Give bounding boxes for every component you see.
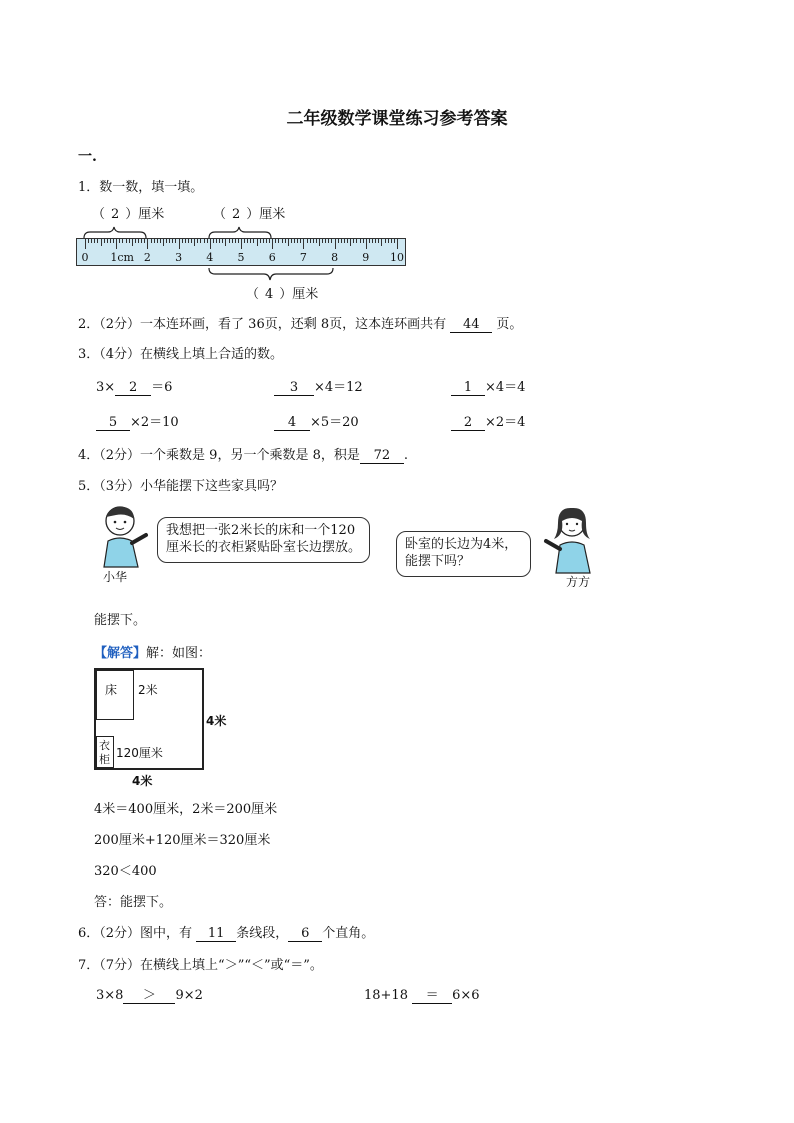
q6-answer-2: 6 — [288, 927, 322, 942]
ruler-tick — [88, 239, 89, 243]
ruler-tick — [191, 239, 192, 243]
q5-solution — [94, 642, 211, 661]
ruler-tick — [175, 239, 176, 243]
ruler-tick — [350, 239, 351, 246]
ruler-tick — [144, 239, 145, 243]
ruler-tick — [253, 239, 254, 243]
q5-text: 5．（3分）小华能摆下这些家具吗？ — [78, 479, 284, 494]
closet-label-1: 衣 — [99, 739, 110, 752]
ruler-tick — [163, 239, 164, 246]
ruler-tick — [225, 239, 226, 246]
q4 — [78, 444, 408, 464]
q1-label-mid — [213, 203, 285, 222]
ruler-tick — [288, 239, 289, 246]
q1-label-mid-open: （ — [213, 207, 227, 222]
ruler-tick — [185, 239, 186, 243]
ruler-tick — [363, 239, 364, 243]
ruler-tick — [219, 239, 220, 243]
q2-answer: 44 — [450, 318, 492, 333]
ruler-tick — [316, 239, 317, 243]
ruler-tick — [385, 239, 386, 243]
ruler-tick — [331, 239, 332, 243]
ruler-tick — [107, 239, 108, 243]
q6 — [78, 922, 374, 942]
q1-label-bottom-answer: 4 — [265, 287, 274, 302]
q5-answer: 能摆下。 — [94, 613, 147, 628]
ruler-tick — [200, 239, 201, 243]
ruler-tick — [247, 239, 248, 243]
ruler-tick — [179, 239, 180, 249]
ruler-tick — [291, 239, 292, 243]
ruler-number: 7 — [299, 251, 307, 264]
ruler-tick — [366, 239, 367, 249]
closet-label-2: 柜 — [99, 753, 110, 766]
ruler-tick — [266, 239, 267, 243]
ruler-number: 5 — [237, 251, 245, 264]
ruler-tick — [135, 239, 136, 243]
ruler-tick — [238, 239, 239, 243]
q2-text: 2．（2分）一本连环画，看了 36页，还剩 8页，这本连环画共有 — [78, 317, 447, 332]
ruler-tick — [269, 239, 270, 243]
q1-label-left-open: （ — [92, 207, 106, 222]
name-right: 方方 — [566, 575, 591, 589]
q2 — [78, 313, 522, 333]
ruler-tick — [344, 239, 345, 243]
ruler-tick — [338, 239, 339, 243]
ruler-tick — [241, 239, 242, 249]
q3-item-answer: 3 — [274, 381, 314, 396]
q3-item-answer: 1 — [451, 381, 485, 396]
bed-length: 2米 — [138, 683, 158, 697]
ruler-tick — [397, 239, 398, 249]
solution-step: 320＜400 — [94, 864, 157, 879]
ruler-tick — [110, 239, 111, 243]
q7-item — [364, 988, 480, 1004]
ruler-tick — [297, 239, 298, 243]
q7-item-answer: ＞ — [123, 989, 175, 1004]
q3-item-answer: 5 — [96, 416, 130, 431]
section-heading: 一. — [78, 149, 97, 165]
ruler-tick — [319, 239, 320, 246]
ruler-tick — [85, 239, 86, 249]
q1-text: 1．数一数，填一填。 — [78, 180, 204, 195]
q1-label-bottom — [246, 283, 318, 302]
ruler-tick — [210, 239, 211, 249]
q1-label-left-close: ）厘米 — [125, 207, 165, 222]
q3-item — [274, 376, 363, 396]
q3-item-post: ＝6 — [151, 380, 173, 395]
ruler-tick — [335, 239, 336, 249]
ruler-tick — [282, 239, 283, 243]
q7-item-answer: ＝ — [412, 989, 452, 1004]
solution-step: 200厘米+120厘米＝320厘米 — [94, 833, 271, 848]
ruler-tick — [313, 239, 314, 243]
ruler-tick — [325, 239, 326, 243]
q3-item-answer: 2 — [115, 381, 151, 396]
q7-text: 7．（7分）在横线上填上“＞”“＜”或“＝”。 — [78, 958, 323, 973]
solution-tag: 【解答】 — [94, 646, 147, 661]
ruler-tick — [341, 239, 342, 243]
ruler-tick — [141, 239, 142, 243]
boy-illustration-icon — [92, 503, 152, 575]
ruler-tick — [250, 239, 251, 243]
ruler-tick — [369, 239, 370, 243]
q6-mid: 条线段， — [236, 926, 289, 941]
ruler-number: 4 — [206, 251, 214, 264]
ruler-tick — [119, 239, 120, 243]
ruler-tick — [375, 239, 376, 243]
speech-bubble-left: 我想把一张2米长的床和一个120厘米长的衣柜紧贴卧室长边摆放。 — [157, 517, 370, 563]
ruler-tick — [347, 239, 348, 243]
q3-item-post: ×2＝10 — [130, 415, 179, 430]
ruler-tick — [294, 239, 295, 243]
ruler-tick — [303, 239, 304, 249]
q3-item-answer: 4 — [274, 416, 310, 431]
ruler-tick — [94, 239, 95, 243]
ruler-tick — [188, 239, 189, 243]
ruler-tick — [194, 239, 195, 246]
ruler-tick — [204, 239, 205, 243]
ruler-tick — [310, 239, 311, 243]
ruler-tick — [132, 239, 133, 246]
ruler-tick — [151, 239, 152, 243]
q1-label-mid-answer: 2 — [232, 207, 241, 222]
ruler-tick — [129, 239, 130, 243]
girl-illustration-icon — [540, 505, 606, 581]
ruler — [76, 238, 406, 266]
ruler-tick — [169, 239, 170, 243]
ruler-tick — [260, 239, 261, 243]
ruler-tick — [122, 239, 123, 243]
ruler-number: 6 — [268, 251, 276, 264]
ruler-tick — [166, 239, 167, 243]
ruler-tick — [126, 239, 127, 243]
ruler-tick — [197, 239, 198, 243]
q4-post: . — [403, 448, 408, 463]
ruler-tick — [138, 239, 139, 243]
ruler-tick — [360, 239, 361, 243]
solution-step: 答：能摆下。 — [94, 895, 173, 910]
q3-item-pre: 3× — [96, 380, 116, 395]
ruler-number: 10 — [390, 251, 404, 264]
room-side-bottom: 4米 — [132, 774, 153, 788]
q1-label-mid-close: ）厘米 — [246, 207, 286, 222]
q3-item-post: ×4＝12 — [314, 380, 363, 395]
closet-box — [96, 736, 114, 768]
q3-item — [274, 411, 359, 431]
ruler-tick — [222, 239, 223, 243]
q6-answer-1: 11 — [196, 927, 236, 942]
ruler-tick — [154, 239, 155, 243]
q3-item — [96, 376, 172, 396]
q4-text: 4．（2分）一个乘数是 9，另一个乘数是 8，积是 — [78, 448, 360, 463]
ruler-number: 8 — [331, 251, 339, 264]
q3-item — [96, 411, 179, 431]
ruler-tick — [147, 239, 148, 249]
q3-item-post: ×2＝4 — [485, 415, 526, 430]
ruler-tick — [113, 239, 114, 243]
q4-answer: 72 — [360, 449, 404, 464]
room-side-right: 4米 — [206, 714, 227, 728]
q3-item — [451, 376, 525, 396]
ruler-tick — [216, 239, 217, 243]
ruler-tick — [275, 239, 276, 243]
ruler-number: 0 — [81, 251, 89, 264]
ruler-tick — [353, 239, 354, 243]
ruler-tick — [104, 239, 105, 243]
ruler-tick — [372, 239, 373, 243]
ruler-tick — [97, 239, 98, 243]
ruler-tick — [116, 239, 117, 249]
ruler-number: 3 — [175, 251, 183, 264]
ruler-number: 2 — [143, 251, 151, 264]
ruler-tick — [157, 239, 158, 243]
ruler-tick — [285, 239, 286, 243]
page-title: 二年级数学课堂练习参考答案 — [286, 109, 508, 129]
ruler-tick — [307, 239, 308, 243]
q7-item — [96, 988, 203, 1004]
ruler-tick — [356, 239, 357, 243]
ruler-tick — [378, 239, 379, 243]
q3-item-post: ×5＝20 — [310, 415, 359, 430]
ruler-tick — [91, 239, 92, 243]
ruler-tick — [257, 239, 258, 246]
ruler-tick — [172, 239, 173, 243]
q6-post: 个直角。 — [322, 926, 375, 941]
ruler-tick — [229, 239, 230, 243]
ruler-tick — [381, 239, 382, 246]
ruler-tick — [278, 239, 279, 243]
q3-item-post: ×4＝4 — [485, 380, 526, 395]
q6-text: 6．（2分）图中，有 — [78, 926, 193, 941]
q3-item — [451, 411, 525, 431]
q2-post: 页。 — [496, 317, 523, 332]
ruler-tick — [391, 239, 392, 243]
ruler-tick — [388, 239, 389, 243]
q7-item-post: 6×6 — [452, 988, 480, 1003]
q1-label-left — [92, 203, 164, 222]
q3-item-answer: 2 — [451, 416, 485, 431]
ruler-number: 9 — [362, 251, 370, 264]
ruler-tick — [272, 239, 273, 249]
solution-text: 解：如图： — [146, 646, 212, 661]
name-left: 小华 — [103, 570, 128, 584]
ruler-tick — [232, 239, 233, 243]
ruler-tick — [300, 239, 301, 243]
q1-label-bottom-open: （ — [246, 287, 260, 302]
ruler-tick — [244, 239, 245, 243]
q7-item-pre: 3×8 — [96, 988, 124, 1003]
bed-box: 床 — [96, 670, 134, 720]
ruler-tick — [235, 239, 236, 243]
q1-label-left-answer: 2 — [111, 207, 120, 222]
ruler-tick — [182, 239, 183, 243]
ruler-tick — [101, 239, 102, 246]
q3-text: 3．（4分）在横线上填上合适的数。 — [78, 347, 284, 362]
room-diagram — [94, 664, 234, 789]
ruler-tick — [263, 239, 264, 243]
closet-length: 120厘米 — [116, 746, 163, 760]
ruler-tick — [394, 239, 395, 243]
speech-bubble-right: 卧室的长边为4米，能摆下吗？ — [396, 531, 531, 577]
ruler-tick — [328, 239, 329, 243]
ruler-number: 1cm — [110, 251, 134, 264]
ruler-tick — [207, 239, 208, 243]
q7-item-pre: 18+18 — [364, 988, 408, 1003]
ruler-tick — [160, 239, 161, 243]
ruler-tick — [213, 239, 214, 243]
solution-step: 4米＝400厘米，2米＝200厘米 — [94, 802, 278, 817]
ruler-tick — [322, 239, 323, 243]
q1-label-bottom-close: ）厘米 — [279, 287, 319, 302]
q7-item-post: 9×2 — [175, 988, 203, 1003]
